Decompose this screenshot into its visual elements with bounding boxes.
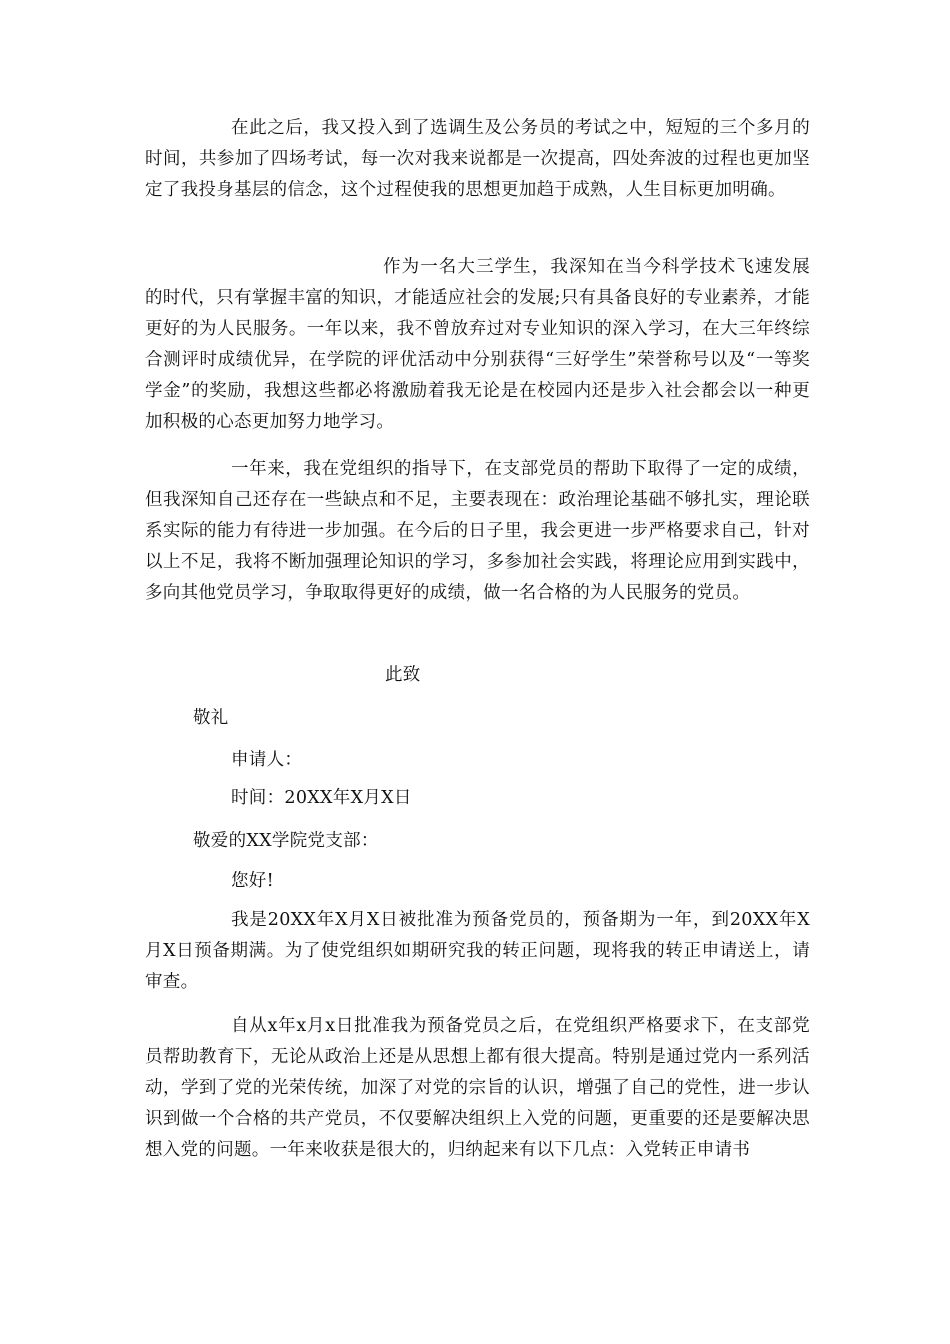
applicant-line: 申请人： xyxy=(231,750,303,770)
closing-cizhi: 此致 xyxy=(385,665,421,685)
paragraph-shortcomings: 一年来，我在党组织的指导下，在支部党员的帮助下取得了一定的成绩，但我深知自己还存在一些缺点和不足，主要表现在：政治理论基础不够扎实，理论联系实际的能力有待进一步加强。在今后的日子里，我会更进一步严格要求自己，针对以上不足，我将不断加强理论知识的学习，多参加社会实践，将理论应用到实践中，多向其他党员学习，争取取得更好的成绩，做一名合格的为人民服务的党员。 xyxy=(145,459,810,603)
paragraph-progress: 自从x年x月x日批准我为预备党员之后，在党组织严格要求下，在支部党员帮助教育下，无论从政治上还是从思想上都有很大提高。特别是通过党内一系列活动，学到了党的光荣传统，加深了对党的宗旨的认识，增强了自己的党性，进一步认识到做一个合格的共产党员，不仅要解决组织上入党的问题，更重要的还是要解决思想入党的问题。一年来收获是很大的，归纳起来有以下几点：入党转正申请书 xyxy=(145,1016,810,1160)
date-line: 时间：20XX年X月X日 xyxy=(231,788,412,808)
paragraph-probation: 我是20XX年X月X日被批准为预备党员的，预备期为一年，到20XX年X月X日预备期满。为了使党组织如期研究我的转正问题，现将我的转正申请送上，请审查。 xyxy=(145,910,810,992)
salutation-line: 敬爱的XX学院党支部： xyxy=(193,831,379,851)
paragraph-exam-experience: 在此之后，我又投入到了选调生及公务员的考试之中，短短的三个多月的时间，共参加了四场考试，每一次对我来说都是一次提高，四处奔波的过程也更加坚定了我投身基层的信念，这个过程使我的思想更加趋于成熟，人生目标更加明确。 xyxy=(145,118,810,200)
closing-jingli: 敬礼 xyxy=(193,708,229,728)
paragraph-study: 作为一名大三学生，我深知在当今科学技术飞速发展的时代，只有掌握丰富的知识，才能适应社会的发展;只有具备良好的专业素养，才能更好的为人民服务。一年以来，我不曾放弃过对专业知识的深入学习，在大三年终综合测评时成绩优异，在学院的评优活动中分别获得“三好学生”荣誉称号以及“一等奖学金”的奖励，我想这些都必将激励着我无论是在校园内还是步入社会都会以一种更加积极的心态更加努力地学习。 xyxy=(145,257,810,432)
greeting-line: 您好! xyxy=(231,871,274,891)
